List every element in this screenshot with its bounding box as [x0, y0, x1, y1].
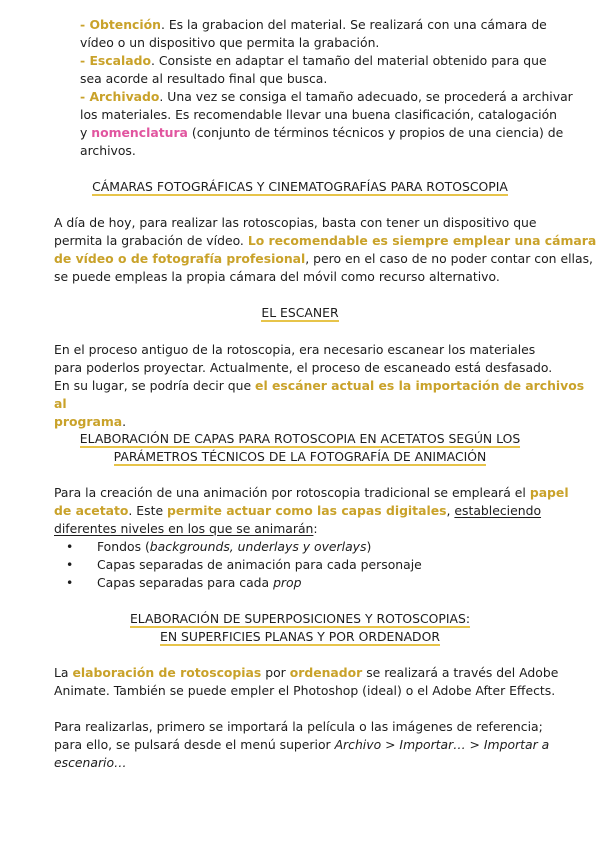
- paragraph-line: A día de hoy, para realizar las rotoscopias, basta con tener un dispositivo que: [54, 215, 537, 230]
- list-item-escalado: [80, 52, 547, 88]
- list-item: [54, 556, 422, 574]
- paragraph-line: Para realizarlas, primero se importará la película o las imágenes de referencia;: [54, 719, 543, 734]
- paragraph-line: La: [54, 665, 73, 680]
- list-item-archivado: [80, 88, 573, 160]
- heading-superposiciones: [0, 610, 600, 646]
- paragraph-line: por: [261, 665, 290, 680]
- term-escalado: Escalado: [89, 53, 152, 68]
- list-dash: -: [80, 89, 90, 104]
- list-text: vídeo o un dispositivo que permita la grabación.: [80, 35, 380, 50]
- paragraph-line: Para la creación de una animación por rotoscopia tradicional se empleará el: [54, 485, 530, 500]
- list-text: . Consiste en adaptar el tamaño del material obtenido para que: [151, 53, 547, 68]
- heading-text: ELABORACIÓN DE SUPERPOSICIONES Y ROTOSCOPIAS:: [129, 611, 471, 626]
- underlined-text: estableciendo: [454, 503, 542, 518]
- paragraph-line: para ello, se pulsará desde el menú superior: [54, 737, 335, 752]
- paragraph-camaras: [54, 214, 596, 286]
- list-item: [54, 574, 422, 592]
- bullet-text-italic: backgrounds, underlays y overlays: [149, 539, 367, 554]
- term-archivado: Archivado: [89, 89, 160, 104]
- highlight-text: Lo recomendable es siempre emplear una cámara: [247, 233, 597, 248]
- highlight-text: elaboración de rotoscopias: [72, 665, 262, 680]
- bullet-list: [54, 538, 422, 592]
- paragraph-line: En el proceso antiguo de la rotoscopia, era necesario escanear los materiales: [54, 342, 536, 357]
- heading-text: PARÁMETROS TÉCNICOS DE LA FOTOGRAFÍA DE ANIMACIÓN: [113, 449, 487, 464]
- paragraph-line: .: [122, 414, 127, 429]
- highlight-text: el escáner actual es la importación de archivos al: [54, 378, 585, 411]
- paragraph-line: , pero en el caso de no poder contar con ellas,: [305, 251, 593, 266]
- list-item-obtencion: [80, 16, 547, 52]
- list-dash: -: [80, 17, 90, 32]
- heading-text: EL ESCANER: [261, 305, 339, 320]
- highlight-text: de vídeo o de fotografía profesional: [54, 251, 306, 266]
- bullet-text-italic: prop: [273, 575, 302, 590]
- bullet-icon: •: [66, 557, 74, 572]
- term-nomenclatura: nomenclatura: [91, 125, 188, 140]
- paragraph-importar: [54, 718, 549, 772]
- paragraph-line: permita la grabación de vídeo.: [54, 233, 248, 248]
- paragraph-escaner: [54, 341, 600, 431]
- paragraph-line: . Este: [128, 503, 168, 518]
- list-text: sea acorde al resultado final que busca.: [80, 71, 328, 86]
- paragraph-line: se realizará a través del Adobe: [362, 665, 559, 680]
- paragraph-acetatos: [54, 484, 569, 538]
- highlight-text: papel: [529, 485, 569, 500]
- underlined-text: diferentes niveles en los que se animarán: [54, 521, 314, 536]
- menu-path-text: Archivo > Importar… > Importar a: [334, 737, 550, 752]
- bullet-icon: •: [66, 575, 74, 590]
- heading-text: EN SUPERFICIES PLANAS Y POR ORDENADOR: [160, 629, 440, 644]
- list-text: (conjunto de términos técnicos y propios de una ciencia) de: [187, 125, 564, 140]
- list-text: . Es la grabacion del material. Se realizará con una cámara de: [160, 17, 547, 32]
- bullet-text: ): [366, 539, 372, 554]
- paragraph-line: para poderlos proyectar. Actualmente, el proceso de escaneado está desfasado.: [54, 360, 553, 375]
- heading-capas-acetatos: [0, 430, 600, 466]
- heading-text: ELABORACIÓN DE CAPAS PARA ROTOSCOPIA EN ACETATOS SEGÚN LOS: [79, 431, 521, 446]
- list-item: [54, 538, 422, 556]
- list-text: . Una vez se consiga el tamaño adecuado, se procederá a archivar: [159, 89, 573, 104]
- paragraph-line: En su lugar, se podría decir que: [54, 378, 256, 393]
- heading-escaner: [0, 304, 600, 322]
- bullet-icon: •: [66, 539, 74, 554]
- highlight-text: de acetato: [54, 503, 129, 518]
- highlight-text: programa: [54, 414, 123, 429]
- paragraph-line: ,: [446, 503, 455, 518]
- heading-camaras: [0, 178, 600, 196]
- menu-path-text: escenario…: [54, 755, 127, 770]
- paragraph-line: se puede empleas la propia cámara del móvil como recurso alternativo.: [54, 269, 500, 284]
- paragraph-ordenador: [54, 664, 558, 700]
- list-text: los materiales. Es recomendable llevar una buena clasificación, catalogación: [80, 107, 558, 122]
- heading-text: CÁMARAS FOTOGRÁFICAS Y CINEMATOGRAFÍAS PARA ROTOSCOPIA: [92, 179, 508, 194]
- list-dash: -: [80, 53, 90, 68]
- term-obtencion: Obtención: [89, 17, 161, 32]
- bullet-text: Fondos (: [97, 539, 150, 554]
- highlight-text: permite actuar como las capas digitales: [167, 503, 447, 518]
- bullet-text: Capas separadas para cada: [97, 575, 274, 590]
- paragraph-line: :: [313, 521, 318, 536]
- list-text: y: [80, 125, 92, 140]
- highlight-text: ordenador: [289, 665, 363, 680]
- bullet-text: Capas separadas de animación para cada personaje: [97, 557, 422, 572]
- paragraph-line: Animate. También se puede empler el Photoshop (ideal) o el Adobe After Effects.: [54, 683, 556, 698]
- list-text: archivos.: [80, 143, 136, 158]
